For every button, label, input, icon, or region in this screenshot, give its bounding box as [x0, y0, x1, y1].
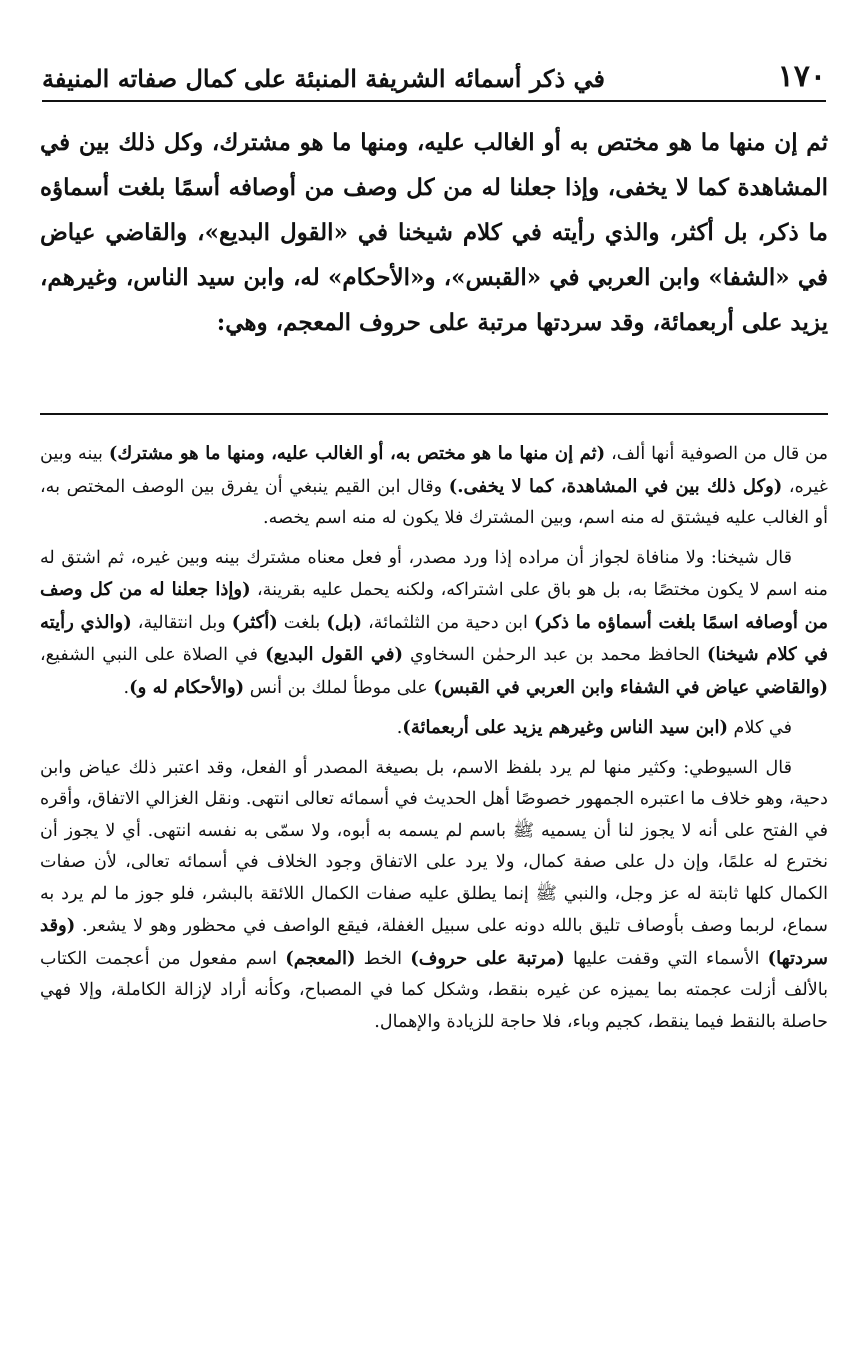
commentary-text: . — [123, 677, 130, 698]
quoted-matn: (والأحكام له و) — [129, 676, 245, 698]
quoted-matn: (وقد سردتها) — [40, 915, 828, 969]
quoted-matn: (في القول البديع) — [265, 644, 403, 665]
commentary-text: الخط — [355, 948, 411, 969]
commentary-text: اسم مفعول من أعجمت الكتاب بالألف أزلت عجمته بما يميزه عن غيره بنقط، وشكل كما في المصباح، وكأنه أراد لإزالة الكاملة، وإلا فهي حاصلة بالنقط فيما ينقط، كجيم وباء، فلا حاجة للزيادة والإهمال. — [40, 948, 828, 1032]
commentary-text: وقال ابن القيم ينبغي أن يفرق بين الوصف المختص به، أو الغالب عليه فيشتق له منه اسم، وبين المشترك فلا يكون له منه اسم يخصه. — [40, 476, 828, 528]
commentary-text: من قال من الصوفية أنها ألف، — [605, 444, 828, 464]
commentary-text: بلغت — [277, 612, 327, 633]
quoted-matn: (ثم إن منها ما هو مختص به، أو الغالب عليه، ومنها ما هو مشترك) — [108, 443, 606, 464]
footnote-paragraph — [40, 438, 828, 535]
commentary-text: قال شيخنا: ولا منافاة لجواز أن مراده إذا ورد مصدر، أو فعل معناه مشترك بينه وبين غيره، ثم اشتق له منه اسم لا يكون مختصًا به، بل هو باق على اشتراكه، ولكنه يحمل عليه بقرينة، — [40, 547, 828, 600]
commentary-text: قال السيوطي: وكثير منها لم يرد بلفظ الاسم، بل بصيغة المصدر أو الفعل، وقد اعتبر ذلك عياض وابن دحية، وهو خلاف ما اعتبره الجمهور خصوصًا أهل الحديث في أسمائه تعالى انتهى. ونقل الغزالي الاتفاق، وأقره في الفتح على أنه لا يجوز لنا أن يسميه ﷺ باسم لم يسمه به أبوه، ولا سمّى به نفسه انتهى. أي لا يجوز أن نخترع له علمًا، وإن دل على صفة كمال، ولا يرد على الاتفاق وجود الخلاف في أسمائه تعالى، لأن صفات الكمال كلها ثابتة له عز وجل، والنبي ﷺ إنما يطلق عليه صفات الكمال اللائقة بالبشر، فلو جوز ما لم يرد به سماع، لربما وصف بأوصاف تليق بالله دونه على سبيل الغفلة، فيقع الواصف في محظور وهو لا يشعر. — [40, 757, 828, 936]
commentary-text: في كلام — [727, 718, 792, 738]
quoted-matn: (وإذا جعلنا له من كل وصف من أوصافه اسمًا بلغت أسماؤه ما ذكر) — [40, 579, 829, 633]
quoted-matn: (وكل ذلك بين في المشاهدة، كما لا يخفى.) — [448, 475, 783, 497]
commentary-text: الحافظ محمد بن عبد الرحمٰن السخاوي — [403, 645, 707, 665]
running-title: في ذكر أسمائه الشريفة المنبئة على كمال صفاته المنيفة — [42, 63, 606, 93]
quoted-matn: (والقاضي عياض في الشفاء وابن العربي في القبس) — [433, 676, 828, 698]
quoted-matn: (بل) — [326, 611, 363, 633]
page-header — [42, 48, 826, 102]
footnote-paragraph — [40, 712, 828, 745]
footnote-paragraph — [40, 543, 828, 705]
commentary-text: الأسماء التي وقفت عليها — [564, 948, 768, 969]
commentary-text: وبل انتقالية، — [131, 612, 232, 633]
quoted-matn: (المعجم) — [285, 947, 356, 969]
page-number: ١٧٠ — [777, 59, 826, 94]
commentary-text: على موطأ لملك بن أنس — [244, 677, 434, 698]
main-text-block — [40, 120, 828, 345]
quoted-matn: (مرتبة على حروف) — [410, 947, 565, 969]
commentary-text: في الصلاة على النبي الشفيع، — [40, 645, 266, 665]
commentary-text: بينه وبين غيره، — [40, 444, 829, 497]
commentary-text: ابن دحية من الثلثمائة، — [362, 612, 535, 633]
quoted-matn: (أكثر) — [231, 611, 278, 633]
quoted-matn: (والذي رأيته في كلام شيخنا) — [40, 611, 828, 665]
main-paragraph: ثم إن منها ما هو مختص به أو الغالب عليه، ومنها ما هو مشترك، وكل ذلك بين في المشاهدة كما لا يخفى، وإذا جعلنا له من كل وصف من أوصافه أسمًا بلغت أسماؤه ما ذكر، بل أكثر، والذي رأيته في كلام شيخنا في «القول البديع»، والقاضي عياض في «الشفا» وابن العربي في «القبس»، و«الأحكام» له، وابن سيد الناس، وغيرهم، يزيد على أربعمائة، وقد سردتها مرتبة على حروف المعجم، وهي: — [40, 129, 828, 336]
commentary-text: . — [396, 718, 403, 738]
footnote-paragraph — [40, 753, 828, 1039]
quoted-matn: (ابن سيد الناس وغيرهم يزيد على أربعمائة) — [402, 717, 728, 738]
footnotes-section — [40, 438, 828, 1046]
footnote-divider — [40, 413, 828, 415]
